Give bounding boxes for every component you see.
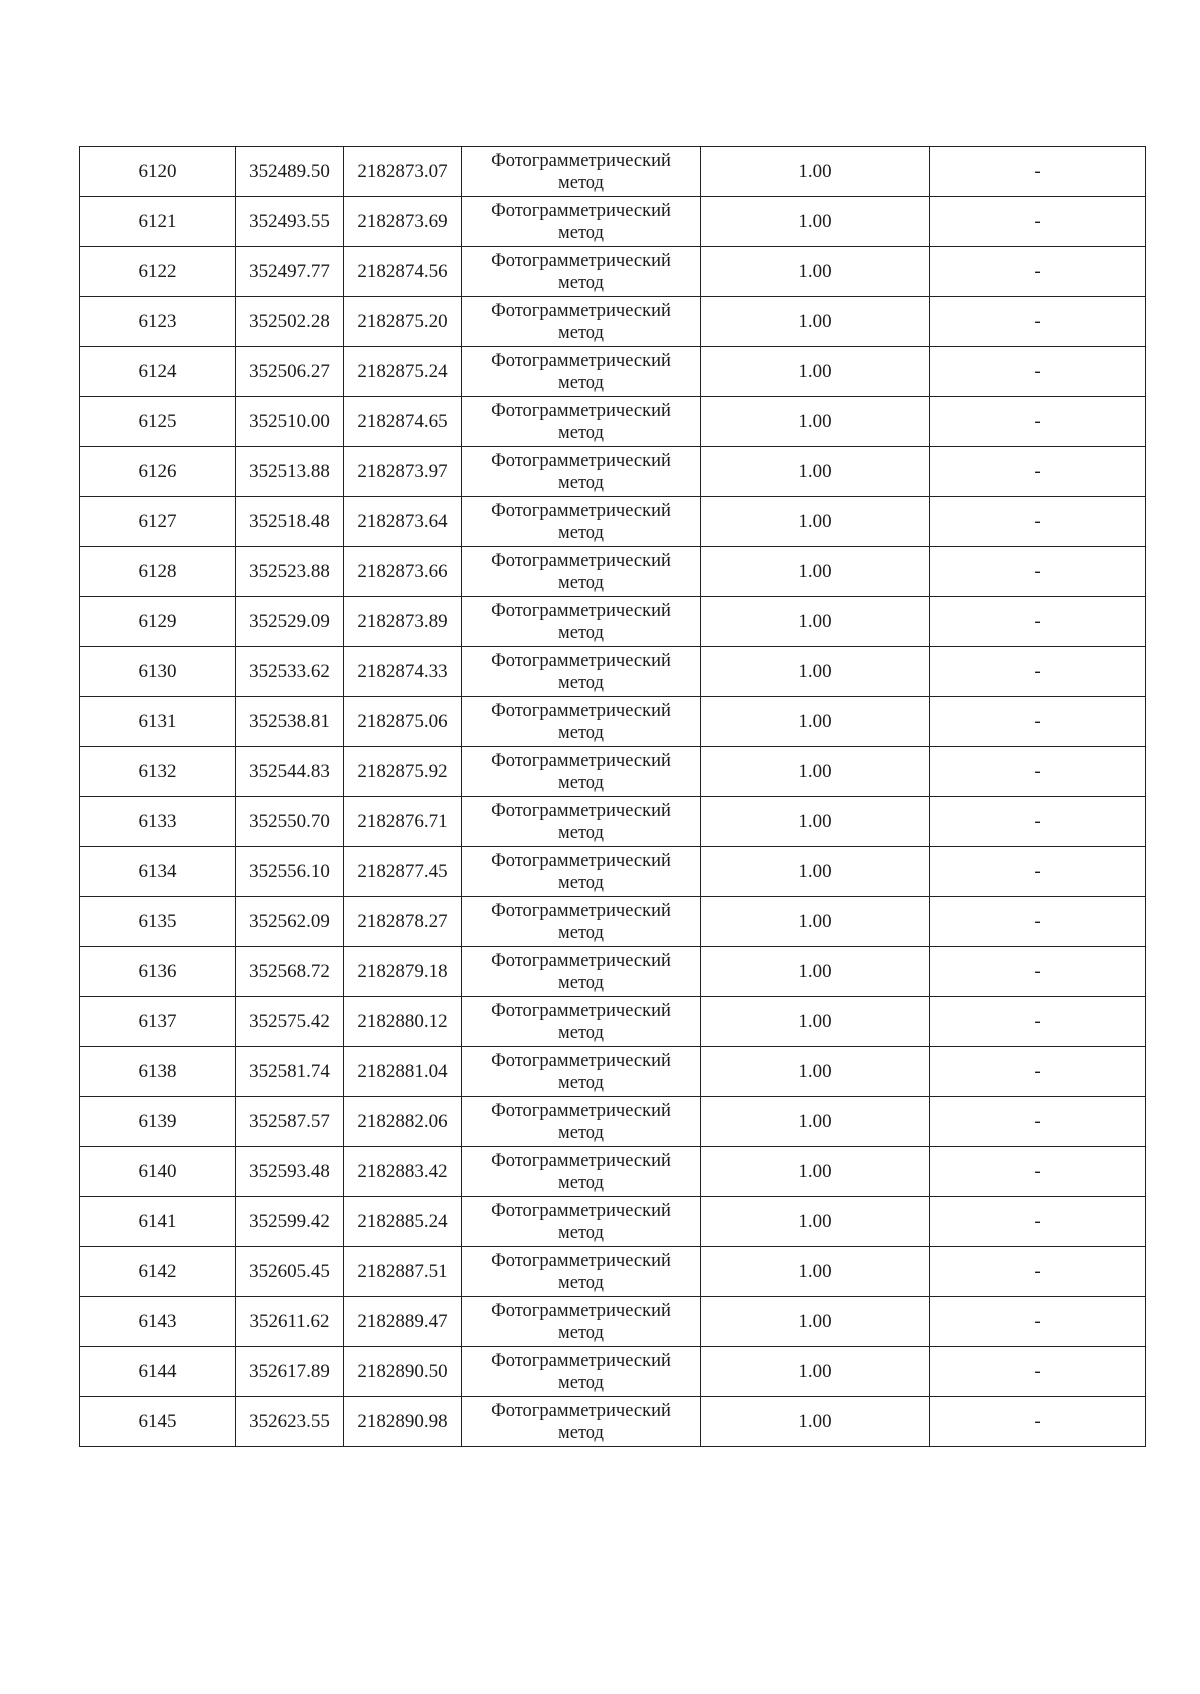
method-cell [462,447,701,497]
table-row [80,1047,1146,1097]
table-row [80,547,1146,597]
point-number-cell: 6123 [80,297,236,347]
method-cell [462,497,701,547]
x-coordinate-cell: 352568.72 [236,947,344,997]
accuracy-cell: 1.00 [701,1147,930,1197]
accuracy-cell: 1.00 [701,147,930,197]
method-line-2: метод [558,472,604,493]
method-cell [462,297,701,347]
method-line-1: Фотограмметрический [491,750,671,771]
point-number-cell: 6134 [80,847,236,897]
point-number-cell: 6143 [80,1297,236,1347]
accuracy-cell: 1.00 [701,897,930,947]
x-coordinate-cell: 352599.42 [236,1197,344,1247]
table-row [80,1147,1146,1197]
method-cell [462,197,701,247]
x-coordinate-cell: 352497.77 [236,247,344,297]
point-number-cell: 6133 [80,797,236,847]
accuracy-cell: 1.00 [701,1297,930,1347]
x-coordinate-cell: 352611.62 [236,1297,344,1347]
accuracy-cell: 1.00 [701,1097,930,1147]
method-cell [462,1197,701,1247]
point-number-cell: 6141 [80,1197,236,1247]
method-line-2: метод [558,1322,604,1343]
method-line-1: Фотограмметрический [491,300,671,321]
method-cell [462,547,701,597]
x-coordinate-cell: 352562.09 [236,897,344,947]
method-line-2: метод [558,322,604,343]
point-number-cell: 6135 [80,897,236,947]
method-line-1: Фотограмметрический [491,1250,671,1271]
accuracy-cell: 1.00 [701,1347,930,1397]
table-row [80,297,1146,347]
method-cell [462,247,701,297]
point-number-cell: 6121 [80,197,236,247]
method-line-2: метод [558,1122,604,1143]
y-coordinate-cell: 2182873.07 [344,147,462,197]
table-row [80,697,1146,747]
x-coordinate-cell: 352593.48 [236,1147,344,1197]
point-number-cell: 6129 [80,597,236,647]
method-cell [462,797,701,847]
y-coordinate-cell: 2182874.33 [344,647,462,697]
point-number-cell: 6142 [80,1247,236,1297]
point-number-cell: 6128 [80,547,236,597]
table-row [80,897,1146,947]
method-cell [462,347,701,397]
note-cell: - [930,347,1146,397]
x-coordinate-cell: 352510.00 [236,397,344,447]
method-cell [462,947,701,997]
accuracy-cell: 1.00 [701,297,930,347]
accuracy-cell: 1.00 [701,797,930,847]
note-cell: - [930,1147,1146,1197]
method-line-2: метод [558,872,604,893]
note-cell: - [930,147,1146,197]
y-coordinate-cell: 2182875.92 [344,747,462,797]
table-row [80,847,1146,897]
method-line-2: метод [558,272,604,293]
accuracy-cell: 1.00 [701,747,930,797]
method-line-2: метод [558,1022,604,1043]
point-number-cell: 6140 [80,1147,236,1197]
method-line-2: метод [558,522,604,543]
point-number-cell: 6126 [80,447,236,497]
note-cell: - [930,997,1146,1047]
method-line-1: Фотограмметрический [491,700,671,721]
method-line-2: метод [558,222,604,243]
accuracy-cell: 1.00 [701,247,930,297]
method-line-2: метод [558,1422,604,1443]
accuracy-cell: 1.00 [701,647,930,697]
method-line-2: метод [558,1172,604,1193]
accuracy-cell: 1.00 [701,597,930,647]
accuracy-cell: 1.00 [701,947,930,997]
table-row [80,147,1146,197]
method-line-1: Фотограмметрический [491,200,671,221]
method-line-2: метод [558,772,604,793]
accuracy-cell: 1.00 [701,447,930,497]
note-cell: - [930,247,1146,297]
y-coordinate-cell: 2182878.27 [344,897,462,947]
point-number-cell: 6137 [80,997,236,1047]
point-number-cell: 6122 [80,247,236,297]
accuracy-cell: 1.00 [701,847,930,897]
x-coordinate-cell: 352489.50 [236,147,344,197]
table-row [80,1347,1146,1397]
accuracy-cell: 1.00 [701,397,930,447]
table-body [80,147,1146,1447]
x-coordinate-cell: 352518.48 [236,497,344,547]
note-cell: - [930,597,1146,647]
method-line-2: метод [558,372,604,393]
note-cell: - [930,797,1146,847]
method-line-2: метод [558,1222,604,1243]
accuracy-cell: 1.00 [701,197,930,247]
method-cell [462,1397,701,1447]
method-line-2: метод [558,822,604,843]
method-line-2: метод [558,722,604,743]
table-row [80,797,1146,847]
accuracy-cell: 1.00 [701,497,930,547]
method-line-2: метод [558,422,604,443]
table-row [80,197,1146,247]
point-number-cell: 6125 [80,397,236,447]
method-cell [462,397,701,447]
y-coordinate-cell: 2182873.66 [344,547,462,597]
note-cell: - [930,497,1146,547]
coordinates-table [79,146,1146,1447]
note-cell: - [930,297,1146,347]
note-cell: - [930,397,1146,447]
method-line-1: Фотограмметрический [491,350,671,371]
method-cell [462,1047,701,1097]
method-line-1: Фотограмметрический [491,1050,671,1071]
x-coordinate-cell: 352623.55 [236,1397,344,1447]
note-cell: - [930,1047,1146,1097]
y-coordinate-cell: 2182873.89 [344,597,462,647]
table-row [80,1197,1146,1247]
method-cell [462,1247,701,1297]
method-line-1: Фотограмметрический [491,1150,671,1171]
y-coordinate-cell: 2182890.50 [344,1347,462,1397]
method-line-1: Фотограмметрический [491,1350,671,1371]
table-row [80,1247,1146,1297]
method-line-1: Фотограмметрический [491,550,671,571]
method-line-1: Фотограмметрический [491,850,671,871]
x-coordinate-cell: 352605.45 [236,1247,344,1297]
y-coordinate-cell: 2182883.42 [344,1147,462,1197]
note-cell: - [930,1397,1146,1447]
method-line-2: метод [558,1272,604,1293]
point-number-cell: 6124 [80,347,236,397]
note-cell: - [930,947,1146,997]
method-line-2: метод [558,922,604,943]
x-coordinate-cell: 352617.89 [236,1347,344,1397]
table-row [80,447,1146,497]
accuracy-cell: 1.00 [701,547,930,597]
y-coordinate-cell: 2182876.71 [344,797,462,847]
method-line-1: Фотограмметрический [491,950,671,971]
y-coordinate-cell: 2182882.06 [344,1097,462,1147]
method-line-1: Фотограмметрический [491,1100,671,1121]
method-cell [462,847,701,897]
table-row [80,1297,1146,1347]
method-cell [462,747,701,797]
y-coordinate-cell: 2182880.12 [344,997,462,1047]
point-number-cell: 6131 [80,697,236,747]
table-row [80,947,1146,997]
note-cell: - [930,447,1146,497]
accuracy-cell: 1.00 [701,1047,930,1097]
y-coordinate-cell: 2182875.20 [344,297,462,347]
accuracy-cell: 1.00 [701,1197,930,1247]
method-line-1: Фотограмметрический [491,250,671,271]
method-line-1: Фотограмметрический [491,150,671,171]
method-line-1: Фотограмметрический [491,1300,671,1321]
table-row [80,397,1146,447]
y-coordinate-cell: 2182874.65 [344,397,462,447]
y-coordinate-cell: 2182885.24 [344,1197,462,1247]
method-cell [462,897,701,947]
table-row [80,597,1146,647]
method-line-1: Фотограмметрический [491,1000,671,1021]
x-coordinate-cell: 352581.74 [236,1047,344,1097]
x-coordinate-cell: 352493.55 [236,197,344,247]
x-coordinate-cell: 352587.57 [236,1097,344,1147]
note-cell: - [930,1247,1146,1297]
point-number-cell: 6138 [80,1047,236,1097]
table-row [80,1397,1146,1447]
note-cell: - [930,197,1146,247]
note-cell: - [930,747,1146,797]
y-coordinate-cell: 2182875.24 [344,347,462,397]
method-cell [462,1347,701,1397]
x-coordinate-cell: 352533.62 [236,647,344,697]
x-coordinate-cell: 352575.42 [236,997,344,1047]
method-cell [462,997,701,1047]
accuracy-cell: 1.00 [701,347,930,397]
table-row [80,497,1146,547]
method-cell [462,1097,701,1147]
y-coordinate-cell: 2182879.18 [344,947,462,997]
note-cell: - [930,897,1146,947]
method-line-1: Фотограмметрический [491,500,671,521]
method-cell [462,147,701,197]
y-coordinate-cell: 2182874.56 [344,247,462,297]
method-line-2: метод [558,172,604,193]
accuracy-cell: 1.00 [701,1247,930,1297]
x-coordinate-cell: 352523.88 [236,547,344,597]
x-coordinate-cell: 352513.88 [236,447,344,497]
point-number-cell: 6144 [80,1347,236,1397]
method-line-1: Фотограмметрический [491,1200,671,1221]
table-row [80,1097,1146,1147]
x-coordinate-cell: 352529.09 [236,597,344,647]
point-number-cell: 6127 [80,497,236,547]
method-line-1: Фотограмметрический [491,450,671,471]
point-number-cell: 6120 [80,147,236,197]
point-number-cell: 6130 [80,647,236,697]
x-coordinate-cell: 352556.10 [236,847,344,897]
point-number-cell: 6145 [80,1397,236,1447]
accuracy-cell: 1.00 [701,997,930,1047]
note-cell: - [930,1097,1146,1147]
method-line-2: метод [558,972,604,993]
method-line-2: метод [558,672,604,693]
x-coordinate-cell: 352550.70 [236,797,344,847]
y-coordinate-cell: 2182889.47 [344,1297,462,1347]
method-cell [462,1147,701,1197]
method-line-1: Фотограмметрический [491,1400,671,1421]
table-row [80,347,1146,397]
note-cell: - [930,1197,1146,1247]
y-coordinate-cell: 2182881.04 [344,1047,462,1097]
accuracy-cell: 1.00 [701,1397,930,1447]
y-coordinate-cell: 2182887.51 [344,1247,462,1297]
point-number-cell: 6136 [80,947,236,997]
note-cell: - [930,647,1146,697]
y-coordinate-cell: 2182873.97 [344,447,462,497]
table-row [80,247,1146,297]
point-number-cell: 6132 [80,747,236,797]
method-line-2: метод [558,622,604,643]
method-cell [462,697,701,747]
note-cell: - [930,1347,1146,1397]
method-line-1: Фотограмметрический [491,900,671,921]
accuracy-cell: 1.00 [701,697,930,747]
x-coordinate-cell: 352506.27 [236,347,344,397]
note-cell: - [930,847,1146,897]
x-coordinate-cell: 352538.81 [236,697,344,747]
method-line-2: метод [558,1072,604,1093]
method-line-1: Фотограмметрический [491,600,671,621]
note-cell: - [930,547,1146,597]
table-row [80,647,1146,697]
table-row [80,997,1146,1047]
y-coordinate-cell: 2182877.45 [344,847,462,897]
method-line-2: метод [558,572,604,593]
x-coordinate-cell: 352502.28 [236,297,344,347]
method-line-1: Фотограмметрический [491,800,671,821]
y-coordinate-cell: 2182875.06 [344,697,462,747]
y-coordinate-cell: 2182873.64 [344,497,462,547]
method-cell [462,647,701,697]
table-row [80,747,1146,797]
y-coordinate-cell: 2182890.98 [344,1397,462,1447]
note-cell: - [930,1297,1146,1347]
method-cell [462,1297,701,1347]
method-line-1: Фотограмметрический [491,400,671,421]
note-cell: - [930,697,1146,747]
method-line-2: метод [558,1372,604,1393]
x-coordinate-cell: 352544.83 [236,747,344,797]
y-coordinate-cell: 2182873.69 [344,197,462,247]
method-line-1: Фотограмметрический [491,650,671,671]
point-number-cell: 6139 [80,1097,236,1147]
method-cell [462,597,701,647]
